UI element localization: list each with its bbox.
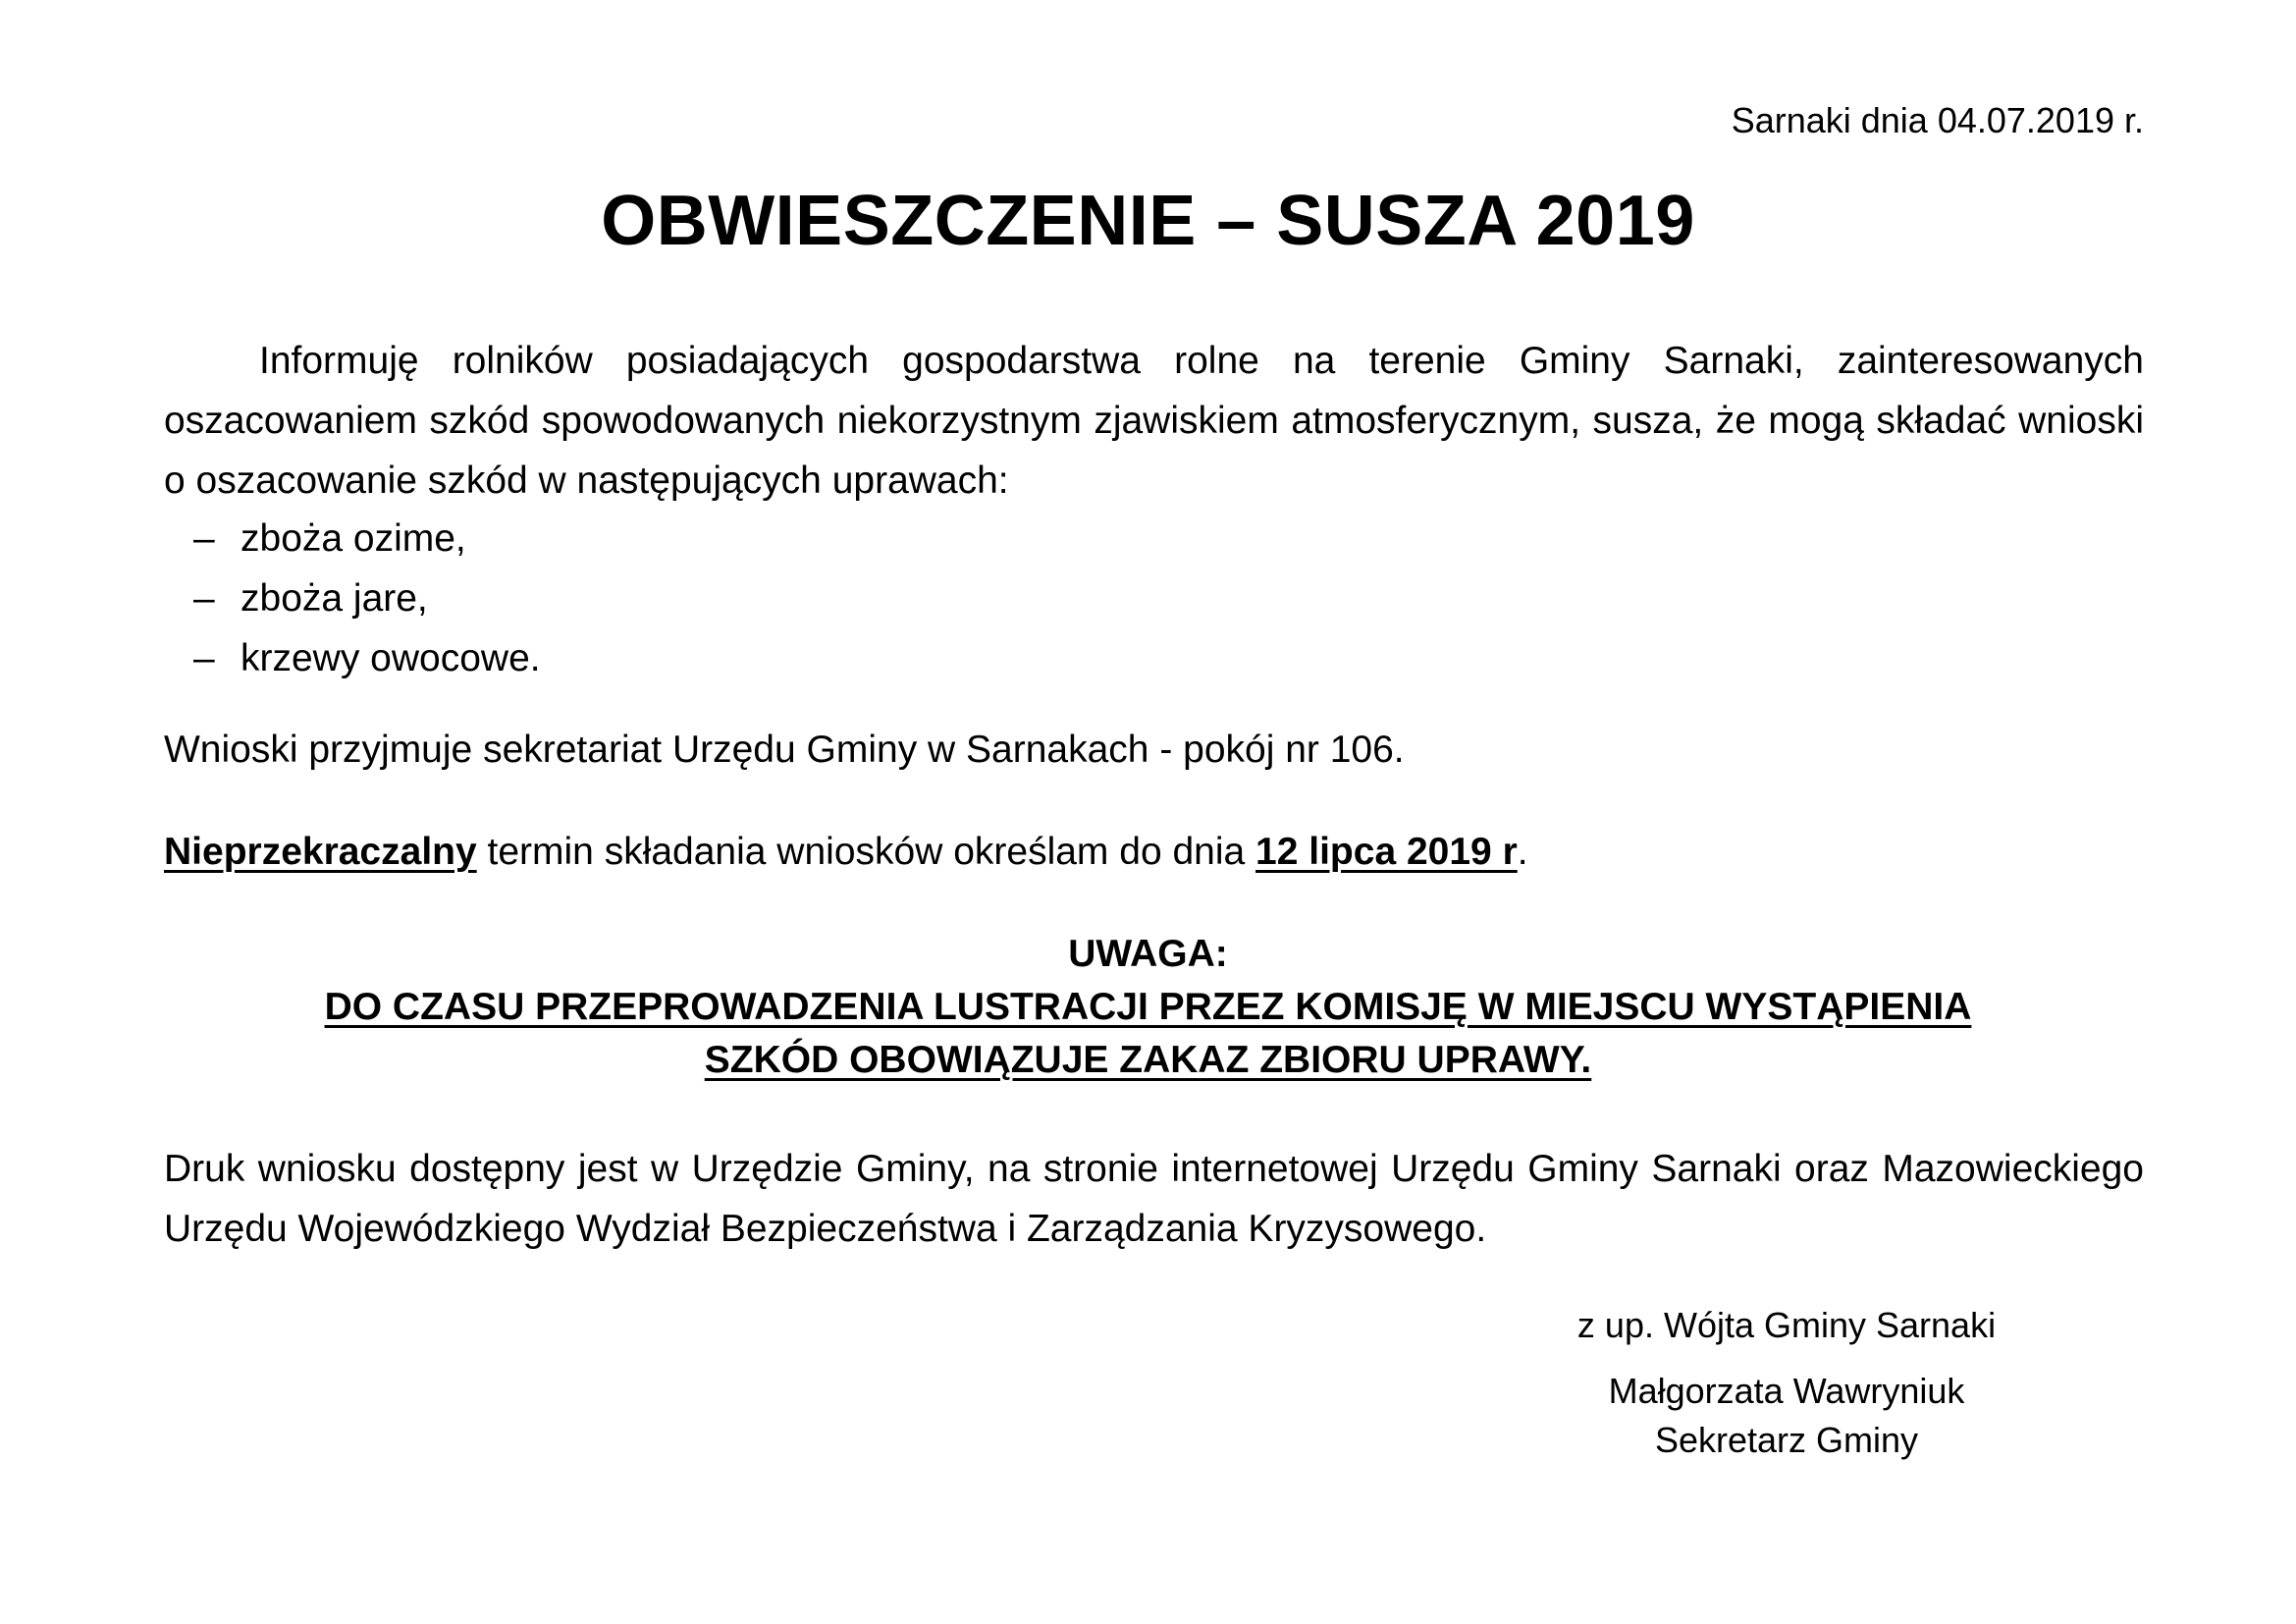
page-title: OBWIESZCZENIE – SUSZA 2019 (601, 182, 1695, 260)
list-item (193, 628, 541, 688)
deadline-paragraph (164, 822, 2144, 882)
notice-line-2 (0, 1034, 2296, 1087)
form-info-paragraph: Druk wniosku dostępny jest w Urzędzie Gminy, na stronie internetowej Urzędu Gminy Sarnaki oraz Mazowieckiego Urzędu Wojewódzkiego Wydział Bezpieczeństwa i Zarządzania Kryzysowego. (164, 1148, 2144, 1250)
office-paragraph: Wnioski przyjmuje sekretariat Urzędu Gminy w Sarnakach - pokój nr 106. (164, 729, 1405, 771)
crop-list (193, 509, 541, 688)
deadline-text: termin składania wniosków określam do dnia (476, 831, 1256, 873)
intro-text: Informuję rolników posiadających gospodarstwa rolne na terenie Gminy Sarnaki, zainteresowanych oszacowaniem szkód spowodowanych niekorzystnym zjawiskiem atmosferycznym, susza, że mogą składać wnioski o oszacowanie szkód w następujących uprawach: (164, 340, 2144, 502)
deadline-emphasis: Nieprzekraczalny (164, 831, 477, 873)
list-item (193, 509, 541, 568)
list-item-text: zboża jare, (240, 577, 428, 620)
dash-bullet: – (193, 637, 215, 679)
list-item-text: krzewy owocowe. (240, 637, 541, 679)
place-date: Sarnaki dnia 04.07.2019 r. (1731, 100, 2144, 140)
notice-heading: UWAGA: (1068, 933, 1228, 975)
list-item (193, 568, 541, 628)
deadline-end: . (1517, 831, 1528, 873)
notice-line-1 (0, 981, 2296, 1034)
deadline-date: 12 lipca 2019 r (1255, 831, 1518, 873)
signature-block (1482, 1367, 2091, 1465)
dash-bullet: – (193, 517, 215, 560)
intro-paragraph (164, 331, 2144, 511)
notice-line-2-text: SZKÓD OBOWIĄZUJE ZAKAZ ZBIORU UPRAWY. (704, 1039, 1592, 1081)
list-item-text: zboża ozime, (240, 517, 466, 560)
signatory-name: Małgorzata Wawryniuk (1608, 1371, 1965, 1411)
dash-bullet: – (193, 577, 215, 620)
warning-notice (0, 928, 2296, 1087)
signatory-position: Sekretarz Gminy (1654, 1420, 1919, 1460)
notice-line-1-text: DO CZASU PRZEPROWADZENIA LUSTRACJI PRZEZ KOMISJĘ W MIEJSCU WYSTĄPIENIA (324, 986, 1972, 1028)
signature-authority: z up. Wójta Gminy Sarnaki (1576, 1305, 1997, 1345)
